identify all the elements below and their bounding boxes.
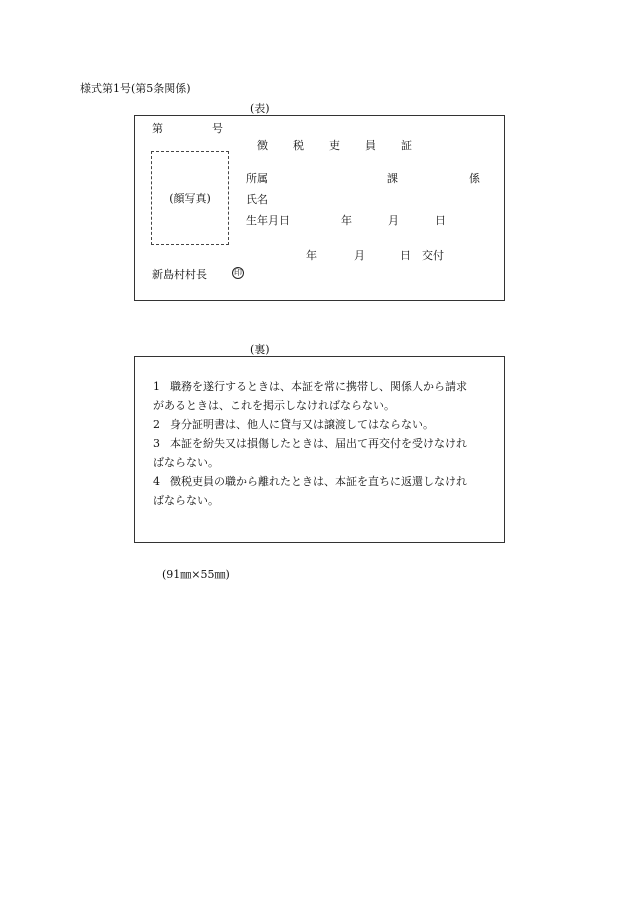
- card-title-char: 徴: [257, 139, 268, 152]
- birth-year-label: 年: [341, 214, 352, 227]
- birthdate-label: 生年月日: [246, 214, 290, 227]
- form-title: 様式第1号(第5条関係): [80, 82, 191, 95]
- card-title-char: 員: [365, 139, 376, 152]
- notice-item-4: [153, 473, 467, 489]
- issue-month-label: 月: [354, 249, 365, 262]
- seal-mark: 印: [234, 268, 242, 277]
- section-label: 課: [387, 172, 398, 185]
- notice-item-3-cont: ばならない。: [153, 456, 219, 469]
- notice-item-2: [153, 416, 434, 432]
- card-title-char: 税: [293, 139, 304, 152]
- card-title-char: 証: [401, 139, 412, 152]
- issuer-label: 新島村村長: [152, 268, 207, 281]
- notice-text: 徴税吏員の職から離れたときは、本証を直ちに返還しなけれ: [170, 475, 467, 488]
- notice-item-1-cont: があるときは、これを掲示しなければならない。: [153, 399, 395, 412]
- size-note: (91㎜×55㎜): [162, 568, 230, 581]
- notice-text: 身分証明書は、他人に貸与又は譲渡してはならない。: [170, 418, 434, 431]
- notice-item-1: [153, 378, 467, 394]
- notice-number: 4: [153, 475, 160, 488]
- card-title-char: 吏: [329, 139, 340, 152]
- back-label: (裏): [250, 343, 270, 356]
- card-back: [134, 356, 505, 543]
- notice-number: 1: [153, 380, 160, 393]
- birth-month-label: 月: [388, 214, 399, 227]
- unit-label: 係: [469, 172, 480, 185]
- notice-item-4-cont: ばならない。: [153, 494, 219, 507]
- card-title: [257, 137, 421, 153]
- notice-text: 本証を紛失又は損傷したときは、届出て再交付を受けなけれ: [170, 437, 467, 450]
- number-prefix: 第: [152, 122, 163, 135]
- front-label: (表): [250, 102, 270, 115]
- number-suffix: 号: [212, 122, 223, 135]
- affiliation-label: 所属: [246, 172, 268, 185]
- card-front: [134, 115, 505, 301]
- issued-label: 交付: [422, 249, 444, 262]
- notice-text: 職務を遂行するときは、本証を常に携帯し、関係人から請求: [170, 380, 467, 393]
- notice-number: 2: [153, 418, 160, 431]
- birth-day-label: 日: [435, 214, 446, 227]
- notice-item-3: [153, 435, 467, 451]
- issue-day-label: 日: [400, 249, 411, 262]
- photo-placeholder: [151, 151, 229, 245]
- issue-year-label: 年: [306, 249, 317, 262]
- photo-label: (顔写真): [169, 192, 211, 205]
- name-label: 氏名: [246, 193, 268, 206]
- notice-number: 3: [153, 437, 160, 450]
